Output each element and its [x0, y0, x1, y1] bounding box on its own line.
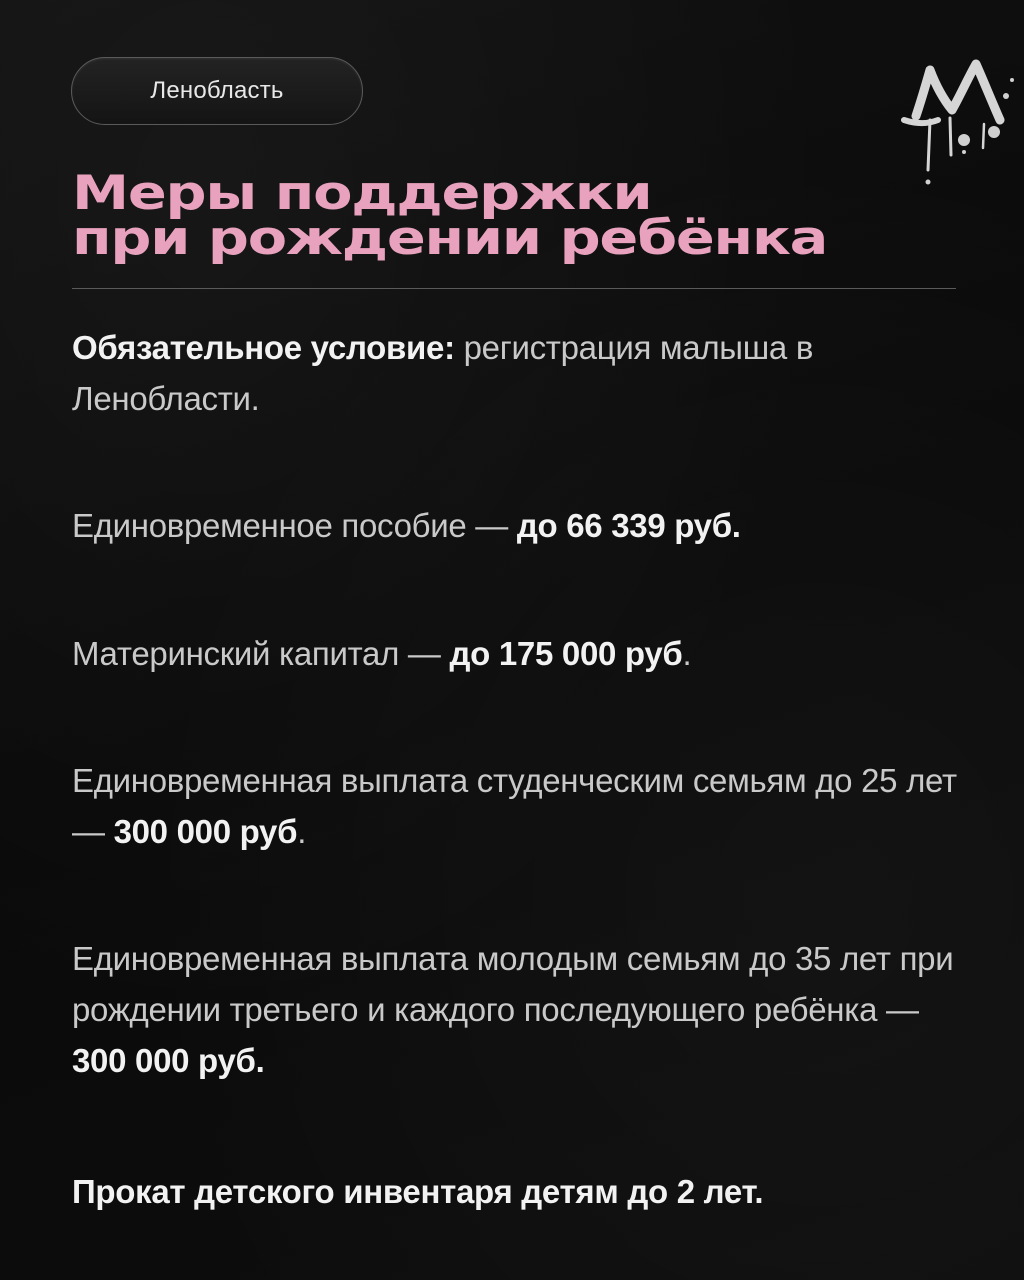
list-item-student-families: Единовременная выплата студенческим семьям до 25 лет — 300 000 руб. [72, 762, 957, 850]
graffiti-m-logo-icon [864, 20, 1024, 220]
list-item-equipment-rental: Прокат детского инвентаря детям до 2 лет. [72, 1173, 764, 1210]
title-line-1: Меры поддержки [72, 166, 652, 221]
region-tag: Ленобласть [71, 57, 363, 125]
divider [72, 288, 956, 289]
list-item-one-time-benefit: Единовременное пособие — до 66 339 руб. [72, 507, 741, 544]
list-item-condition: Обязательное условие: регистрация малыша в Ленобласти. [72, 329, 814, 417]
list-item-maternity-capital: Материнский капитал — до 175 000 руб. [72, 635, 692, 672]
list-item-young-families: Единовременная выплата молодым семьям до 35 лет при рождении третьего и каждого последующего ребёнка — 300 000 руб. [72, 940, 954, 1079]
title-line-2: при рождении ребёнка [72, 211, 828, 266]
page-title [72, 166, 828, 266]
